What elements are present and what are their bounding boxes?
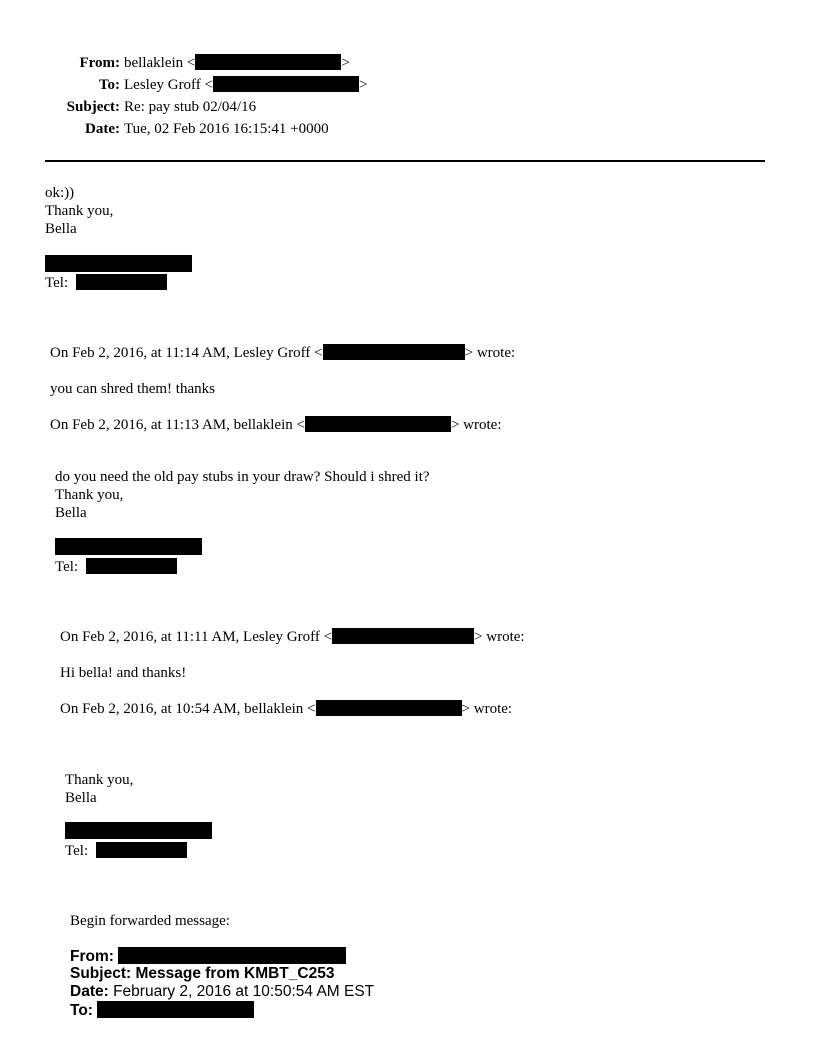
redacted-phone (76, 274, 167, 290)
quote1-attribution2-suffix: > wrote: (450, 417, 502, 433)
reply-line-3: Bella (45, 221, 77, 237)
header-subject-label: Subject: (66, 99, 120, 115)
quote4-tel-row (65, 841, 187, 861)
header-to-row: To: Lesley Groff < > (0, 75, 367, 95)
tel-label: Tel: (65, 843, 89, 859)
quote3-attribution-suffix: > wrote: (474, 629, 525, 645)
quote1-attribution-suffix: > wrote: (464, 345, 516, 361)
redacted-email (213, 76, 359, 92)
quote1-attribution-2 (50, 415, 502, 435)
redacted-email (316, 700, 462, 716)
header-date-label: Date: (85, 121, 120, 137)
redacted-email (332, 628, 474, 644)
quote2-line-3: Bella (55, 505, 87, 521)
quote4-line-1: Thank you, (65, 772, 134, 788)
quote2-tel-row (55, 557, 177, 577)
quote3-attribution-prefix: On Feb 2, 2016, at 11:11 AM, Lesley Groff < (60, 629, 333, 645)
forwarded-to-row (70, 1001, 254, 1020)
quote1-attribution2-prefix: On Feb 2, 2016, at 11:13 AM, bellaklein < (50, 417, 305, 433)
forwarded-date-value: February 2, 2016 at 10:50:54 AM EST (113, 983, 375, 1000)
forwarded-subject-row (70, 965, 334, 983)
redacted-phone (86, 558, 177, 574)
forwarded-to-label: To: (70, 1002, 93, 1019)
redacted-signature (65, 822, 212, 839)
redacted-phone (96, 842, 187, 858)
header-to-label: To: (98, 77, 120, 93)
quote3-attribution2-suffix: > wrote: (461, 701, 513, 717)
tel-label: Tel: (45, 275, 69, 291)
header-date-value: Tue, 02 Feb 2016 16:15:41 +0000 (124, 121, 329, 137)
quote3-attribution-2 (60, 699, 512, 719)
header-date-row (0, 119, 329, 139)
forwarded-intro: Begin forwarded message: (70, 913, 230, 929)
quote1-body: you can shred them! thanks (50, 381, 215, 397)
forwarded-subject-value: Message from KMBT_C253 (135, 965, 335, 982)
quote1-attribution-prefix: On Feb 2, 2016, at 11:14 AM, Lesley Groff < (50, 345, 323, 361)
forwarded-from-row (70, 947, 346, 966)
forwarded-date-row (70, 983, 374, 1001)
redacted-email (195, 54, 341, 70)
header-subject-value: Re: pay stub 02/04/16 (124, 99, 257, 115)
tel-label: Tel: (55, 559, 79, 575)
header-from-row: From: bellaklein < > (0, 53, 350, 73)
redacted-email (323, 344, 465, 360)
redacted-email (97, 1001, 254, 1018)
forwarded-date-label: Date: (70, 983, 109, 1000)
forwarded-subject-label: Subject: (70, 965, 132, 982)
reply-line-2: Thank you, (45, 203, 114, 219)
header-to-value: Lesley Groff (124, 77, 201, 93)
redacted-email (305, 416, 451, 432)
header-from-label: From: (79, 55, 120, 71)
quote2-line-2: Thank you, (55, 487, 124, 503)
header-from-value: bellaklein (124, 55, 184, 71)
quote3-attribution2-prefix: On Feb 2, 2016, at 10:54 AM, bellaklein < (60, 701, 316, 717)
quote3-attribution (60, 627, 525, 647)
quote3-body: Hi bella! and thanks! (60, 665, 187, 681)
forwarded-from-label: From: (70, 948, 114, 965)
quote2-line-1: do you need the old pay stubs in your draw? Should i shred it? (55, 469, 430, 485)
redacted-signature (55, 538, 202, 555)
redacted-signature (45, 255, 192, 272)
header-divider (45, 160, 765, 162)
reply-tel-row (45, 273, 167, 293)
redacted-email (118, 947, 346, 964)
header-subject-row (0, 97, 256, 117)
quote1-attribution (50, 343, 515, 363)
quote4-line-2: Bella (65, 790, 97, 806)
reply-line-1: ok:)) (45, 185, 75, 201)
